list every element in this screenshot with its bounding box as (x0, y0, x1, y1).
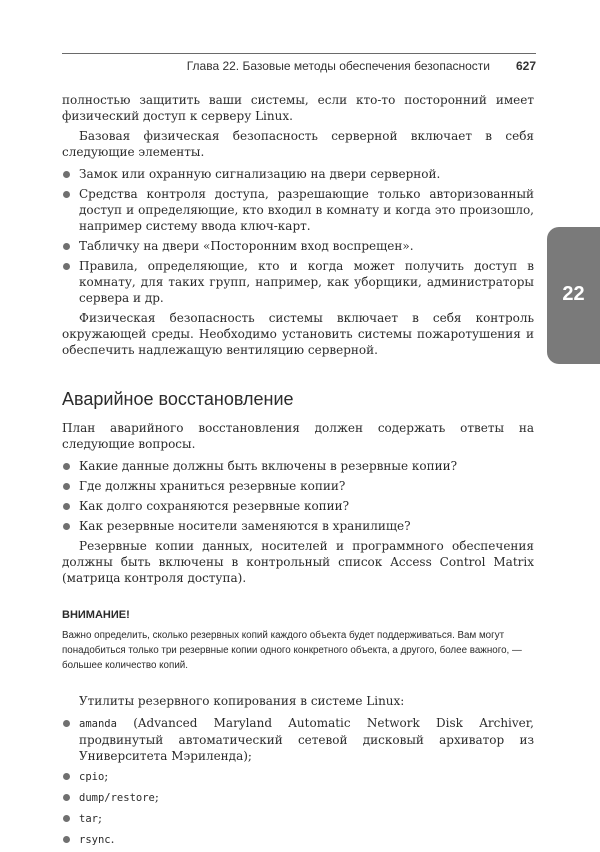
warning-text: Важно определить, сколько резервных копий каждого объекта будет поддерживаться. Вам могут понадобиться только три резервные копии одного конкретного объекта, а другого, более важного, — большее количество копий. (62, 630, 522, 671)
chapter-title: Глава 22. Базовые методы обеспечения безопасности (186, 59, 490, 73)
utility-name: cpio (79, 771, 105, 783)
list-item-text: Правила, определяющие, кто и когда может получить доступ в комнату, для таких групп, например, как уборщики, администраторы сервера и др. (79, 259, 534, 305)
paragraph: Физическая безопасность системы включает в себя контроль окружающей среды. Необходимо установить системы пожаротушения и обеспечить надлежащую вентиляцию серверной. (62, 311, 534, 357)
utility-description: . (110, 832, 115, 846)
bullet-icon (63, 523, 70, 530)
list-item (62, 810, 534, 827)
list-item (62, 498, 534, 514)
utility-name: dump/restore (79, 792, 155, 804)
list-item-text: Табличку на двери «Посторонним вход воспрещен». (79, 239, 414, 253)
list-item-text: Средства контроля доступа, разрешающие только авторизованный доступ и определяющие, кто входил в комнату и когда это произошло, например систему ввода ключ-карт. (79, 187, 534, 233)
bullet-icon (63, 263, 70, 270)
bullet-icon (63, 171, 70, 178)
disaster-recovery-questions (62, 458, 534, 534)
list-item (62, 458, 534, 474)
paragraph: Резервные копии данных, носителей и программного обеспечения должны быть включены в контрольный список Access Control Matrix (матрица контроля доступа). (62, 539, 534, 585)
utility-name: amanda (79, 718, 117, 730)
page-number: 627 (515, 59, 536, 73)
page-content (62, 92, 534, 852)
bullet-icon (63, 191, 70, 198)
list-item (62, 518, 534, 534)
paragraph: План аварийного восстановления должен содержать ответы на следующие вопросы. (62, 421, 534, 451)
physical-security-list (62, 166, 534, 306)
list-item (62, 768, 534, 785)
chapter-tab (547, 227, 600, 364)
bullet-icon (63, 463, 70, 470)
running-header (62, 53, 536, 76)
utility-description: ; (97, 811, 103, 825)
section-heading: Аварийное восстановление (62, 389, 294, 409)
list-item-text: Как долго сохраняются резервные копии? (79, 499, 350, 513)
warning-title: ВНИМАНИЕ! (62, 609, 130, 621)
list-item-text: Где должны храниться резервные копии? (79, 479, 346, 493)
utility-description: (Advanced Maryland Automatic Network Disk Archiver, продвинутый автоматический сетевой дисковый архиватор из Университета Мэриленда); (79, 716, 534, 763)
list-item-text: Как резервные носители заменяются в хранилище? (79, 519, 411, 533)
bullet-icon (63, 836, 70, 843)
bullet-icon (63, 483, 70, 490)
bullet-icon (63, 720, 70, 727)
bullet-icon (63, 815, 70, 822)
utility-description: ; (154, 790, 159, 804)
paragraph: полностью защитить ваши системы, если кто-то посторонний имеет физический доступ к серверу Linux. (62, 93, 534, 123)
paragraph: Утилиты резервного копирования в системе Linux: (79, 694, 405, 708)
backup-utilities-list (62, 715, 534, 848)
paragraph: Базовая физическая безопасность серверной включает в себя следующие элементы. (62, 129, 534, 159)
utility-name: tar (79, 813, 98, 825)
list-item (62, 238, 534, 254)
bullet-icon (63, 794, 70, 801)
list-item (62, 789, 534, 806)
utility-name: rsync (79, 834, 111, 846)
chapter-tab-label: 22 (562, 283, 585, 305)
bullet-icon (63, 243, 70, 250)
list-item (62, 831, 534, 848)
list-item (62, 715, 534, 764)
list-item-text: Какие данные должны быть включены в резервные копии? (79, 459, 458, 473)
list-item (62, 166, 534, 182)
list-item (62, 186, 534, 234)
utility-description: ; (104, 769, 109, 783)
bullet-icon (63, 773, 70, 780)
bullet-icon (63, 503, 70, 510)
list-item (62, 478, 534, 494)
list-item (62, 258, 534, 306)
list-item-text: Замок или охранную сигнализацию на двери серверной. (79, 167, 441, 181)
